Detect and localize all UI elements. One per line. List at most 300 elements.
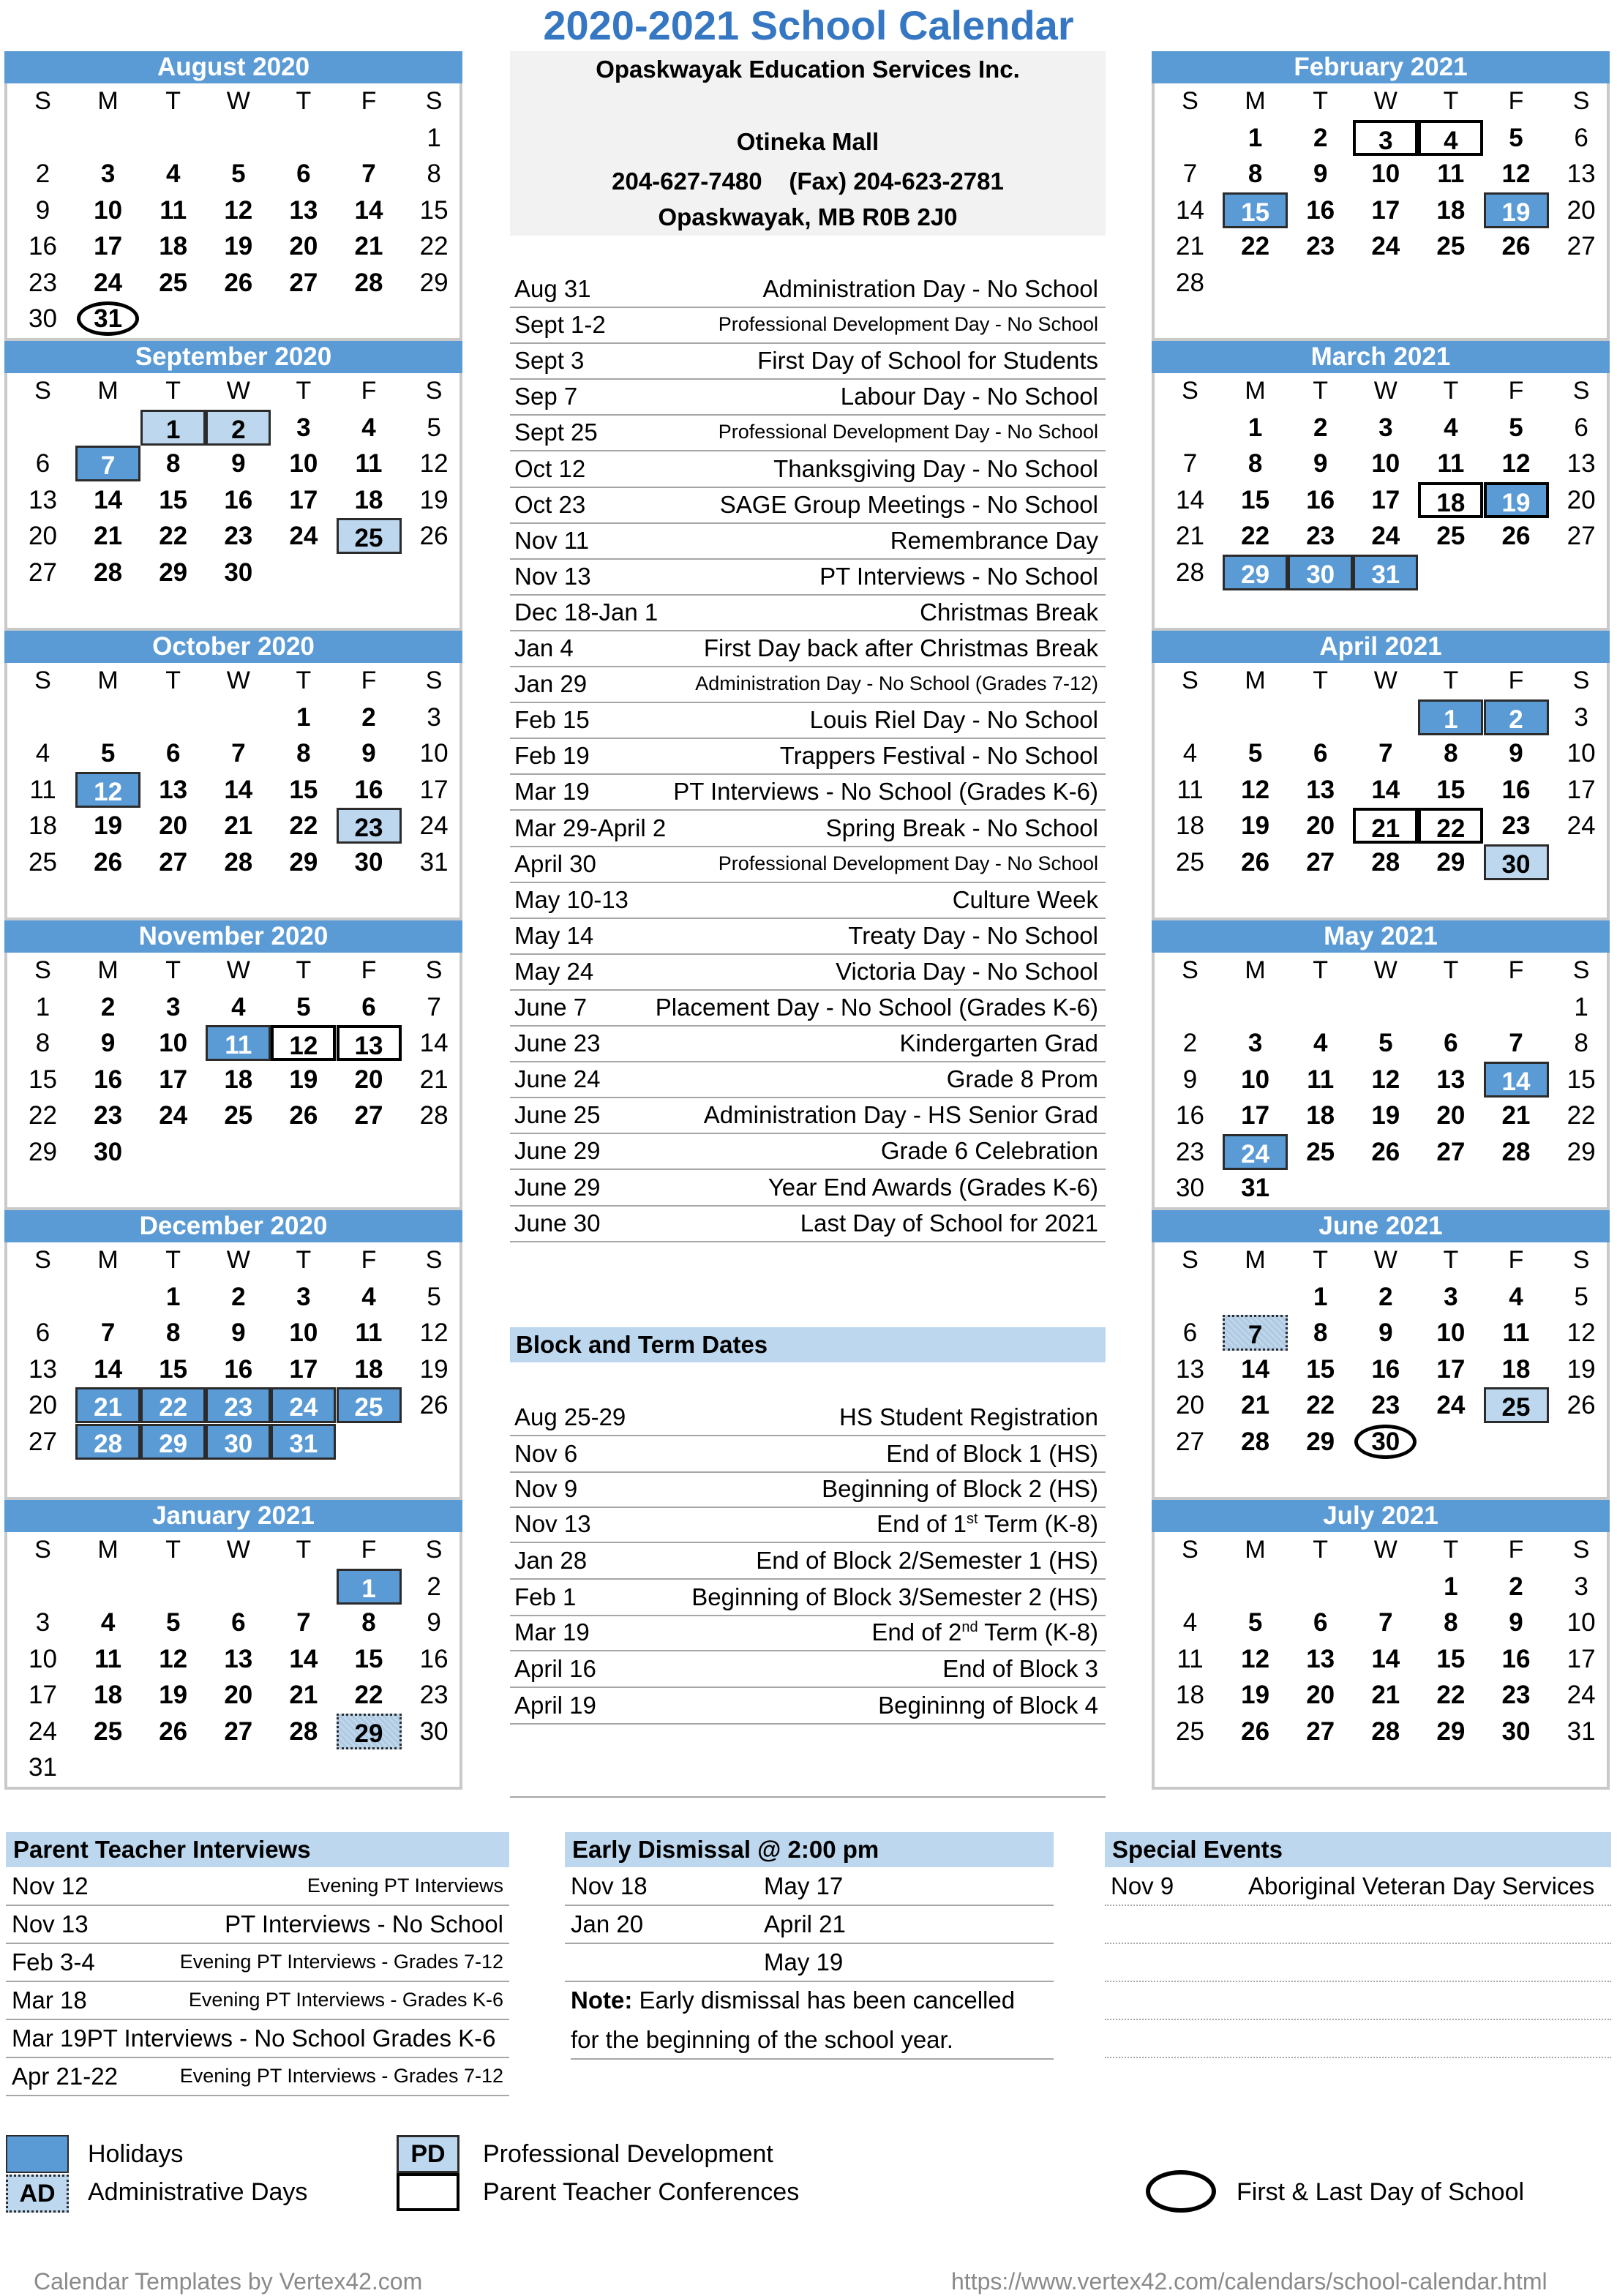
calendar-day: 12 — [1371, 1065, 1400, 1094]
calendar-day: 27 — [1567, 522, 1596, 550]
event-name: Kindergarten Grad — [899, 1029, 1098, 1057]
weekday-label: T — [296, 956, 312, 984]
calendar-day: 31 — [1567, 1717, 1596, 1746]
calendar-day: 20 — [29, 522, 57, 550]
weekday-label: M — [97, 1536, 119, 1564]
weekday-label: S — [1182, 1536, 1198, 1564]
calendar-day: 2 — [206, 410, 271, 446]
event-row — [510, 1133, 1106, 1170]
calendar-day: 27 — [1176, 1427, 1204, 1456]
phone-line — [510, 168, 1106, 195]
calendar-day: 13 — [159, 775, 188, 804]
calendar-day: 21 — [1241, 1391, 1270, 1419]
weekday-label: S — [1572, 956, 1590, 984]
month-march-2021 — [1152, 341, 1610, 631]
month-october-2020 — [4, 631, 462, 920]
block-date: Feb 1 — [514, 1583, 577, 1610]
weekday-label: T — [1443, 667, 1459, 694]
calendar-day: 25 — [94, 1717, 123, 1746]
event-date: June 7 — [514, 994, 588, 1021]
calendar-day: 11 — [29, 775, 56, 804]
weekday-label: F — [361, 377, 377, 405]
weekday-label: T — [1443, 377, 1459, 405]
event-row — [510, 378, 1106, 416]
calendar-day: 16 — [94, 1065, 123, 1094]
pti-row — [6, 1867, 509, 1906]
calendar-day: 5 — [1378, 1029, 1393, 1057]
early-date-a: Nov 18 — [571, 1872, 648, 1899]
calendar-day: 1 — [1574, 992, 1588, 1021]
calendar-day: 1 — [35, 992, 50, 1021]
calendar-day: 18 — [159, 232, 188, 260]
calendar-day: 19 — [1484, 482, 1549, 518]
calendar-day: 29 — [1306, 1427, 1335, 1456]
calendar-day: 21 — [94, 522, 123, 550]
weekday-label: F — [361, 1536, 377, 1564]
calendar-day: 5 — [231, 160, 246, 188]
calendar-day: 30 — [206, 1424, 271, 1460]
legend-pd-swatch: PD — [397, 2135, 459, 2173]
calendar-day: 28 — [1176, 268, 1204, 297]
weekday-label: F — [1508, 1536, 1524, 1564]
calendar-day: 20 — [1306, 811, 1335, 840]
calendar-day: 13 — [1176, 1354, 1204, 1384]
event-row — [510, 953, 1106, 991]
event-name: Remembrance Day — [890, 526, 1098, 554]
event-name: First Day back after Christmas Break — [703, 634, 1098, 661]
calendar-day: 4 — [1444, 413, 1458, 442]
calendar-day: 3 — [1574, 702, 1588, 732]
weekday-label: S — [1182, 87, 1198, 115]
calendar-day: 3 — [35, 1608, 50, 1637]
calendar-day: 26 — [1371, 1137, 1400, 1166]
calendar-day: 17 — [419, 775, 449, 804]
calendar-day: 5 — [1248, 739, 1263, 768]
calendar-day: 7 — [75, 446, 140, 481]
calendar-day: 13 — [289, 195, 318, 225]
early-row — [565, 1943, 1054, 1982]
calendar-day: 28 — [354, 268, 383, 297]
calendar-day: 14 — [419, 1029, 449, 1057]
calendar-day: 17 — [1567, 775, 1596, 804]
pti-event: PT Interviews - No School — [225, 1910, 503, 1937]
event-date: Mar 19 — [514, 778, 590, 806]
event-name: Administration Day - HS Senior Grad — [703, 1101, 1098, 1129]
block-row — [510, 1506, 1106, 1543]
block-date: Nov 6 — [514, 1440, 578, 1467]
month-title: June 2021 — [1152, 1210, 1610, 1242]
early-dismissal-header: Early Dismissal @ 2:00 pm — [565, 1832, 1054, 1867]
event-row — [510, 487, 1106, 524]
month-february-2021 — [1152, 51, 1610, 341]
pti-row — [6, 1981, 509, 2020]
calendar-day: 28 — [1501, 1137, 1531, 1166]
calendar-day: 27 — [1306, 1717, 1335, 1746]
weekday-label: T — [296, 1246, 312, 1274]
calendar-day: 15 — [419, 195, 449, 225]
school-info-box — [510, 51, 1106, 236]
calendar-day: 5 — [427, 413, 441, 442]
calendar-day: 4 — [35, 739, 50, 768]
event-row — [510, 558, 1106, 596]
event-name: Labour Day - No School — [840, 383, 1098, 410]
calendar-day: 21 — [75, 1387, 140, 1423]
weekday-label: T — [165, 1246, 181, 1274]
event-date: June 23 — [514, 1029, 601, 1057]
calendar-day: 31 — [75, 301, 140, 337]
calendar-day: 14 — [354, 195, 383, 225]
calendar-day: 21 — [419, 1065, 449, 1094]
weekday-label: W — [1373, 956, 1397, 984]
event-date: June 29 — [514, 1173, 601, 1201]
event-row — [510, 594, 1106, 631]
weekday-label: T — [1443, 87, 1459, 115]
pti-date: Nov 13 — [12, 1910, 89, 1937]
calendar-day: 12 — [75, 772, 140, 808]
calendar-day: 2 — [1509, 1572, 1523, 1601]
calendar-day: 12 — [1241, 1644, 1270, 1673]
calendar-day: 9 — [231, 449, 246, 478]
calendar-day: 25 — [1176, 1717, 1204, 1746]
pti-row — [6, 1943, 509, 1982]
weekday-label: W — [226, 377, 250, 405]
pti-event: Evening PT Interviews - Grades 7-12 — [179, 2065, 503, 2087]
weekday-label: S — [34, 377, 51, 405]
calendar-day: 22 — [289, 811, 318, 840]
calendar-day: 26 — [1501, 522, 1531, 550]
pti-row — [6, 2019, 509, 2058]
calendar-day: 15 — [1241, 485, 1270, 514]
calendar-day: 17 — [1436, 1354, 1466, 1384]
event-date: May 10-13 — [514, 885, 629, 913]
calendar-day: 14 — [224, 775, 253, 804]
calendar-day: 10 — [419, 739, 449, 768]
month-title: February 2021 — [1152, 51, 1610, 83]
calendar-day: 18 — [354, 1354, 383, 1384]
calendar-day: 17 — [159, 1065, 188, 1094]
event-name: Grade 8 Prom — [946, 1065, 1098, 1093]
calendar-day: 21 — [289, 1681, 318, 1709]
calendar-day: 6 — [361, 992, 376, 1021]
calendar-day: 2 — [1182, 1029, 1198, 1057]
block-row — [510, 1687, 1106, 1725]
calendar-day: 17 — [94, 232, 123, 260]
calendar-day: 22 — [1241, 522, 1270, 550]
calendar-day: 14 — [1241, 1354, 1270, 1384]
weekday-label: W — [1373, 377, 1397, 405]
calendar-day: 3 — [1378, 413, 1393, 442]
month-title: November 2020 — [4, 920, 462, 953]
calendar-day: 8 — [427, 160, 441, 188]
event-name: Administration Day - No School (Grades 7-12) — [695, 672, 1098, 695]
calendar-day: 11 — [1437, 449, 1465, 478]
calendar-day: 16 — [1501, 1644, 1531, 1673]
calendar-day: 19 — [1484, 192, 1549, 228]
calendar-day: 23 — [1501, 811, 1531, 840]
block-event: End of Block 1 (HS) — [886, 1440, 1098, 1467]
weekday-label: F — [1508, 1246, 1524, 1274]
event-row — [510, 666, 1106, 703]
calendar-day: 30 — [419, 1717, 449, 1746]
calendar-day: 19 — [289, 1065, 318, 1094]
weekday-label: T — [1313, 87, 1329, 115]
calendar-day: 14 — [94, 1354, 123, 1384]
calendar-day: 2 — [1313, 123, 1328, 152]
calendar-day: 23 — [94, 1101, 123, 1130]
event-date: Sept 1-2 — [514, 311, 606, 339]
calendar-day: 7 — [1378, 1608, 1393, 1637]
calendar-day: 1 — [1313, 1282, 1328, 1311]
calendar-day: 11 — [206, 1025, 271, 1061]
month-title: April 2021 — [1152, 631, 1610, 663]
calendar-day: 26 — [419, 1391, 449, 1419]
calendar-day: 30 — [1484, 844, 1549, 880]
weekday-label: S — [1182, 1246, 1198, 1274]
calendar-day: 27 — [1306, 847, 1335, 877]
event-date: April 30 — [514, 849, 596, 877]
weekday-label: T — [1443, 956, 1459, 984]
weekday-label: F — [361, 1246, 377, 1274]
calendar-day: 14 — [94, 485, 123, 514]
calendar-day: 11 — [1502, 1318, 1530, 1347]
calendar-day: 26 — [1567, 1391, 1596, 1419]
month-september-2020 — [4, 341, 462, 631]
calendar-day: 27 — [224, 1717, 253, 1746]
calendar-day: 24 — [1371, 522, 1400, 550]
calendar-day: 23 — [29, 268, 57, 297]
calendar-day: 5 — [1509, 413, 1523, 442]
calendar-day: 4 — [165, 160, 181, 188]
weekday-label: W — [1373, 667, 1397, 694]
calendar-day: 18 — [1176, 1681, 1204, 1709]
block-row — [510, 1579, 1106, 1616]
calendar-day: 1 — [1248, 413, 1263, 442]
event-row — [510, 630, 1106, 667]
footer-url[interactable]: https://www.vertex42.com/calendars/school-calendar.html — [951, 2268, 1547, 2295]
calendar-day: 9 — [1182, 1065, 1198, 1094]
weekday-label: W — [226, 1536, 250, 1564]
calendar-day: 19 — [419, 1354, 449, 1384]
calendar-day: 8 — [1313, 1318, 1328, 1347]
calendar-day: 12 — [271, 1025, 336, 1061]
calendar-day: 19 — [159, 1681, 188, 1709]
weekday-label: M — [1245, 1246, 1266, 1274]
weekday-label: S — [34, 956, 51, 984]
event-name: Last Day of School for 2021 — [800, 1209, 1098, 1237]
weekday-label: M — [97, 87, 119, 115]
calendar-day: 22 — [354, 1681, 383, 1709]
calendar-day: 28 — [1371, 847, 1400, 877]
calendar-day: 15 — [1223, 192, 1288, 228]
location: Otineka Mall — [736, 128, 879, 155]
calendar-day: 13 — [1306, 775, 1335, 804]
calendar-day: 21 — [224, 811, 253, 840]
calendar-day: 28 — [1371, 1717, 1400, 1746]
event-date: May 14 — [514, 921, 594, 949]
pti-date: Mar 19PT Interviews - No School Grades K-6 — [12, 2025, 496, 2052]
calendar-day: 11 — [1307, 1065, 1335, 1094]
calendar-day: 16 — [1306, 485, 1335, 514]
calendar-day: 2 — [100, 992, 116, 1021]
weekday-label: T — [296, 87, 312, 115]
event-date: Feb 19 — [514, 742, 590, 770]
pti-event: Evening PT Interviews — [307, 1875, 503, 1897]
event-name: Culture Week — [952, 885, 1098, 913]
pti-header: Parent Teacher Interviews — [6, 1832, 509, 1867]
calendar-day: 2 — [231, 1282, 246, 1311]
calendar-day: 24 — [159, 1101, 188, 1130]
calendar-day: 10 — [159, 1029, 188, 1057]
calendar-day: 23 — [1306, 232, 1335, 260]
calendar-day: 31 — [1241, 1174, 1270, 1202]
calendar-day: 26 — [94, 847, 123, 877]
calendar-day: 13 — [1567, 449, 1596, 478]
calendar-day: 7 — [427, 992, 441, 1021]
pti-event: Evening PT Interviews - Grades K-6 — [188, 1989, 503, 2011]
pti-date: Apr 21-22 — [12, 2063, 118, 2090]
legend-ad-swatch: AD — [6, 2175, 69, 2213]
weekday-label: S — [1572, 377, 1590, 405]
event-date: Sept 3 — [514, 347, 585, 375]
calendar-day: 22 — [419, 232, 449, 260]
month-title: September 2020 — [4, 341, 462, 373]
calendar-day: 6 — [231, 1608, 246, 1637]
weekday-label: W — [1373, 1246, 1397, 1274]
calendar-day: 27 — [29, 558, 57, 587]
event-row — [510, 1025, 1106, 1062]
calendar-day: 3 — [1248, 1029, 1263, 1057]
calendar-day: 20 — [1436, 1101, 1466, 1130]
weekday-label: T — [1313, 1246, 1329, 1274]
calendar-day: 9 — [1509, 1608, 1523, 1637]
calendar-day: 11 — [355, 1318, 383, 1347]
calendar-day: 18 — [1176, 811, 1204, 840]
block-date: Nov 13 — [514, 1510, 591, 1537]
weekday-label: T — [1313, 377, 1329, 405]
weekday-label: M — [1245, 667, 1266, 694]
calendar-day: 6 — [35, 1318, 50, 1347]
calendar-day: 4 — [361, 1282, 376, 1311]
calendar-day: 14 — [1371, 775, 1400, 804]
calendar-day: 25 — [224, 1101, 253, 1130]
calendar-day: 10 — [1567, 1608, 1596, 1637]
weekday-label: S — [34, 1536, 51, 1564]
event-name: Spring Break - No School — [825, 814, 1098, 841]
calendar-day: 11 — [94, 1644, 122, 1673]
weekday-label: T — [296, 377, 312, 405]
block-event: Beginning of Block 3/Semester 2 (HS) — [691, 1583, 1098, 1610]
calendar-day: 23 — [419, 1681, 449, 1709]
calendar-day: 26 — [419, 522, 449, 550]
legend-ptc-swatch — [397, 2173, 459, 2211]
event-row — [510, 738, 1106, 775]
calendar-day: 12 — [1241, 775, 1270, 804]
calendar-day: 5 — [1248, 1608, 1263, 1637]
calendar-day: 4 — [1313, 1029, 1328, 1057]
event-row — [510, 1061, 1106, 1098]
blank-row — [510, 1760, 1106, 1798]
calendar-day: 7 — [1182, 160, 1198, 188]
weekday-label: T — [1313, 667, 1329, 694]
calendar-day: 29 — [1436, 847, 1466, 877]
calendar-day: 3 — [427, 702, 441, 732]
calendar-day: 27 — [1436, 1137, 1466, 1166]
calendar-day: 19 — [1241, 811, 1270, 840]
calendar-day: 9 — [35, 195, 50, 225]
calendar-day: 26 — [224, 268, 253, 297]
event-row — [510, 918, 1106, 955]
calendar-day: 16 — [354, 775, 383, 804]
calendar-day: 21 — [1353, 808, 1418, 844]
calendar-day: 17 — [289, 1354, 318, 1384]
calendar-day: 29 — [1567, 1137, 1596, 1166]
calendar-day: 28 — [289, 1717, 318, 1746]
legend-oval-icon — [1146, 2170, 1216, 2213]
calendar-day: 30 — [94, 1137, 123, 1166]
weekday-label: F — [1508, 377, 1524, 405]
event-date: May 24 — [514, 957, 594, 985]
weekday-label: T — [165, 667, 181, 694]
month-title: December 2020 — [4, 1210, 462, 1242]
event-date: June 25 — [514, 1101, 601, 1129]
calendar-day: 24 — [94, 268, 123, 297]
calendar-day: 1 — [296, 702, 311, 732]
calendar-day: 18 — [29, 811, 57, 840]
month-title: August 2020 — [4, 51, 462, 83]
weekday-label: M — [1245, 956, 1266, 984]
weekday-label: W — [226, 667, 250, 694]
event-row — [510, 702, 1106, 739]
calendar-day: 16 — [1501, 775, 1531, 804]
calendar-day: 14 — [1176, 195, 1204, 225]
block-event: End of Block 3 — [942, 1655, 1098, 1682]
calendar-day: 8 — [165, 449, 181, 478]
calendar-day: 22 — [1306, 1391, 1335, 1419]
calendar-day: 12 — [1501, 449, 1531, 478]
calendar-day: 16 — [419, 1644, 449, 1673]
block-date: Aug 25-29 — [514, 1403, 626, 1430]
weekday-label: F — [1508, 667, 1524, 694]
block-event: HS Student Registration — [838, 1403, 1098, 1430]
month-title: May 2021 — [1152, 920, 1610, 953]
calendar-day: 15 — [1306, 1354, 1335, 1384]
calendar-day: 15 — [29, 1065, 57, 1094]
calendar-day: 8 — [35, 1029, 50, 1057]
event-date: Jan 4 — [514, 634, 574, 661]
weekday-label: S — [1572, 667, 1590, 694]
event-date: Nov 11 — [514, 526, 590, 554]
calendar-day: 22 — [1436, 1681, 1466, 1709]
calendar-day: 22 — [1418, 808, 1483, 844]
block-event: Beginning of Block 2 (HS) — [822, 1475, 1098, 1502]
calendar-day: 25 — [1176, 847, 1204, 877]
calendar-day: 26 — [159, 1717, 188, 1746]
calendar-day: 18 — [94, 1681, 123, 1709]
calendar-day: 10 — [1567, 739, 1596, 768]
calendar-day: 24 — [289, 522, 318, 550]
calendar-day: 7 — [100, 1318, 116, 1347]
weekday-label: W — [1373, 1536, 1397, 1564]
month-title: January 2021 — [4, 1500, 462, 1532]
event-name: Thanksgiving Day - No School — [773, 454, 1098, 482]
legend-admin: Administrative Days — [88, 2178, 308, 2206]
weekday-label: S — [1572, 1536, 1590, 1564]
event-row — [510, 846, 1106, 883]
event-date: Nov 13 — [514, 562, 591, 590]
event-date: Aug 31 — [514, 275, 591, 302]
calendar-day: 7 — [1182, 449, 1198, 478]
footer-credit[interactable]: Calendar Templates by Vertex42.com — [34, 2268, 423, 2295]
